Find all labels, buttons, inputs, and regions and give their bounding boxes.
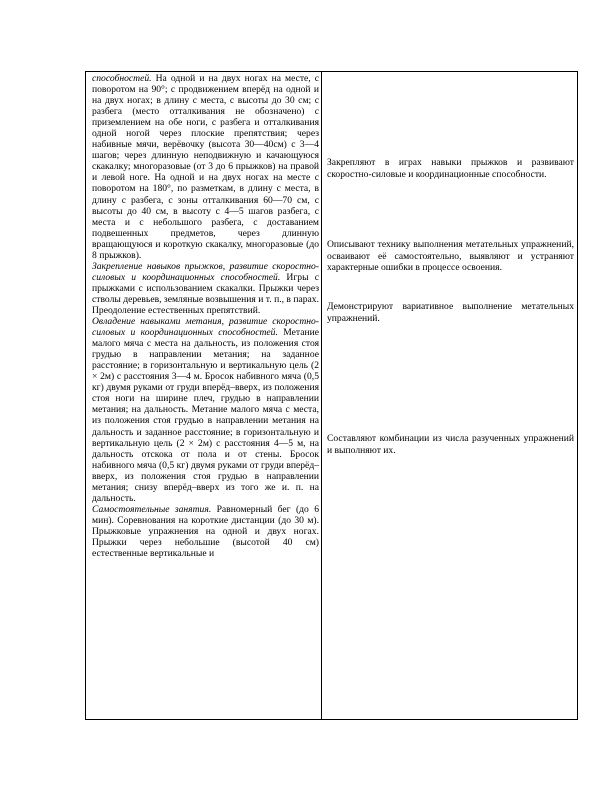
self-study-paragraph: [92, 504, 319, 559]
activity-item-throwing-technique: Описывают технику выполнения метательных упражнений, осваивают её самостоятельно, выявляют и устраняют характерные ошибки в процессе освоения.: [327, 239, 574, 274]
jump-games-heading: Закрепление навыков прыжков, развитие скоростно-силовых и координационных способностей.: [92, 260, 319, 283]
self-study-heading: Самостоятельные занятия.: [92, 503, 212, 515]
content-column: [92, 73, 319, 559]
throwing-paragraph: [92, 316, 319, 504]
throwing-text: Метание малого мяча с места на дальность, из положения стоя грудью в направлении метания; на заданное расстояние; в горизонтальную и вертикальную цель (2 × 2м) с расстояния 3—4 м. Бросок набивного мяча (0,5 кг) двумя руками от груди вперёд–вверх, из положения стоя ноги на ширине плеч, грудью в направлении метания; на дальность. Метание малого мяча с места, из положения стоя грудью в направлении метания на дальность и заданное расстояние; в горизонтальную и вертикальную цель (2 × 2м) с расстояния 4—5 м, на дальность отскока от пола и от стены. Бросок набивного мяча (0,5 кг) двумя руками от груди вперёд–вверх, из положения стоя грудью в направлении метания; снизу вперёд–вверх из того же и. п. на дальность.: [92, 327, 320, 504]
activities-column: [327, 72, 574, 719]
jumps-paragraph: [92, 73, 319, 261]
activity-item-combinations: Составляют комбинации из числа разученных упражнений и выполняют их.: [327, 433, 574, 456]
activity-item-throwing-demo: Демонстрируют вариативное выполнение метательных упражнений.: [327, 301, 574, 324]
self-study-text: Равномерный бег (до 6 мин). Соревнования на короткие дистанции (до 30 м). Прыжковые упражнения на одной и двух ногах. Прыжки через небольшие (высотой 40 см) естественные вертикальные и: [92, 503, 319, 560]
jump-games-paragraph: [92, 261, 319, 316]
jumps-text: На одной и на двух ногах на месте, с поворотом на 90°; с продвижением вперёд на одной и на двух ногах; в длину с места, с высоты до 30 см; с разбега (место отталкивания не обозначено) с приземлением на обе ноги, с разбега и отталкивания одной ногой через плоские препятствия; через набивные мячи, верёвочку (высота 30—40см) с 3—4 шагов; через длинную неподвижную и качающуюся скакалку; многоразовые (от 3 до 6 прыжков) на правой и левой ноге. На одной и на двух ногах на месте с поворотом на 180°, по разметкам, в длину с места, в длину с разбега, с зоны отталкивания 60—70 см, с высоты до 40 см, в высоту с 4—5 шагов разбега, с места и с небольшого разбега, с доставанием подвешенных предметов, через длинную вращающуюся и короткую скакалку, многоразовые (до 8 прыжков).: [92, 73, 319, 261]
column-divider: [321, 72, 322, 719]
throwing-heading: Овладение навыками метания, развитие скоростно-силовых и координационных способностей.: [92, 316, 319, 339]
content-table: [85, 71, 578, 720]
jump-games-text: Игры с прыжками с использованием скакалки. Прыжки через стволы деревьев, земляные возвышения и т. п., в парах. Преодоление естественных препятствий.: [92, 271, 319, 316]
activity-item-jump-games: Закрепляют в играх навыки прыжков и развивают скоростно-силовые и координационные способности.: [327, 157, 574, 180]
jumps-heading: способностей.: [92, 73, 152, 84]
